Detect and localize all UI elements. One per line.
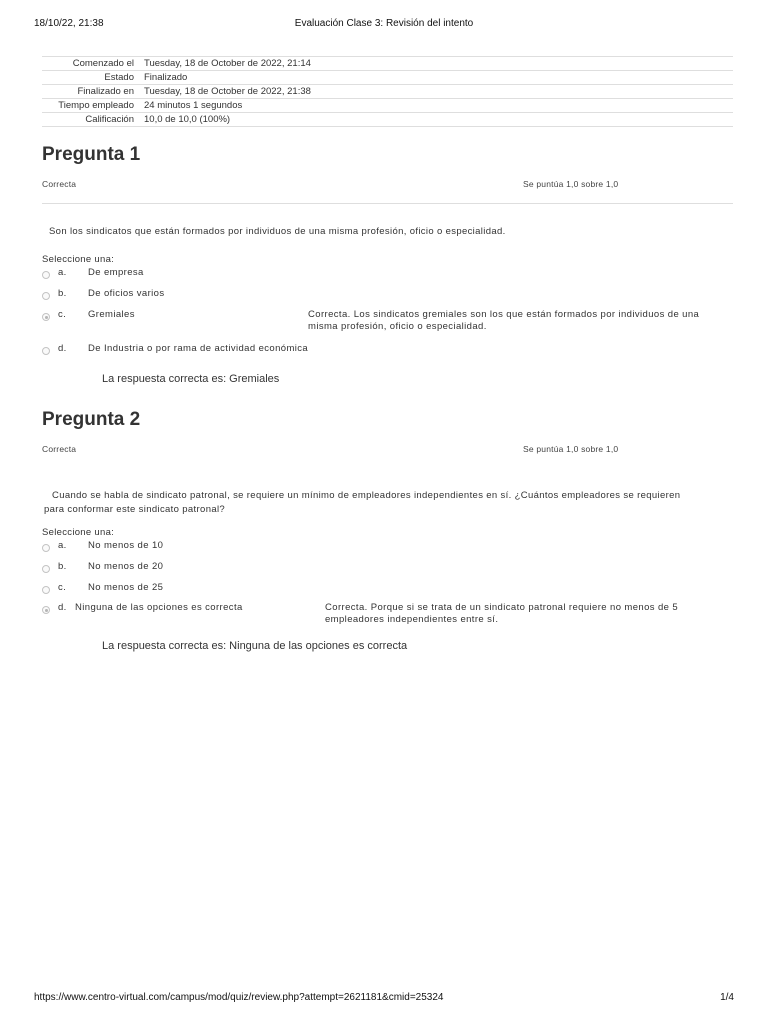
option-feedback: Correcta. Porque si se trata de un sindicato patronal requiere no menos de 5 empleadores independientes entre sí. bbox=[325, 602, 679, 625]
option-label: Ninguna de las opciones es correcta bbox=[75, 602, 243, 613]
option-letter: d. bbox=[58, 343, 67, 354]
answer-option[interactable] bbox=[42, 343, 733, 373]
answer-prompt: Seleccione una: bbox=[42, 254, 115, 265]
answer-option[interactable] bbox=[42, 561, 733, 582]
summary-value: Tuesday, 18 de October de 2022, 21:14 bbox=[144, 57, 733, 71]
question-title: Pregunta 1 bbox=[42, 144, 141, 165]
radio-button[interactable] bbox=[42, 544, 50, 552]
summary-value: 24 minutos 1 segundos bbox=[144, 99, 733, 113]
question-grade: Se puntúa 1,0 sobre 1,0 bbox=[523, 179, 619, 189]
summary-row bbox=[42, 57, 733, 71]
option-label: De empresa bbox=[88, 267, 144, 278]
question-text: Son los sindicatos que están formados por individuos de una misma profesión, oficio o especialidad. bbox=[49, 226, 506, 237]
summary-row bbox=[42, 113, 733, 127]
option-letter: c. bbox=[58, 309, 67, 320]
question-info bbox=[42, 179, 733, 193]
radio-button[interactable] bbox=[42, 565, 50, 573]
option-feedback: Correcta. Los sindicatos gremiales son los que están formados por individuos de una misma profesión, oficio o especialidad. bbox=[308, 309, 700, 332]
page-number: 1/4 bbox=[720, 992, 734, 1003]
option-label: No menos de 10 bbox=[88, 540, 164, 551]
summary-row bbox=[42, 99, 733, 113]
answer-option-selected[interactable] bbox=[42, 602, 733, 640]
correct-answer: La respuesta correcta es: Ninguna de las opciones es correcta bbox=[102, 640, 408, 652]
answer-option[interactable] bbox=[42, 288, 733, 309]
option-letter: c. bbox=[58, 582, 67, 593]
summary-key: Calificación bbox=[42, 113, 144, 127]
radio-button[interactable] bbox=[42, 347, 50, 355]
question-state: Correcta bbox=[42, 444, 77, 454]
radio-button[interactable] bbox=[42, 271, 50, 279]
answer-options bbox=[42, 267, 733, 373]
question-grade: Se puntúa 1,0 sobre 1,0 bbox=[523, 444, 619, 454]
answer-option[interactable] bbox=[42, 582, 733, 602]
attempt-summary-table bbox=[42, 56, 733, 127]
answer-option[interactable] bbox=[42, 540, 733, 561]
option-letter: d. bbox=[58, 602, 67, 613]
summary-value: 10,0 de 10,0 (100%) bbox=[144, 113, 733, 127]
option-letter: a. bbox=[58, 540, 67, 551]
question-info bbox=[42, 444, 733, 458]
summary-value: Finalizado bbox=[144, 71, 733, 85]
answer-option[interactable] bbox=[42, 267, 733, 288]
question-1 bbox=[42, 144, 733, 385]
divider bbox=[42, 203, 733, 204]
answer-prompt: Seleccione una: bbox=[42, 527, 115, 538]
option-letter: b. bbox=[58, 288, 67, 299]
print-header bbox=[34, 18, 734, 32]
question-state: Correcta bbox=[42, 179, 77, 189]
option-label: De oficios varios bbox=[88, 288, 165, 299]
summary-key: Comenzado el bbox=[42, 57, 144, 71]
answer-options bbox=[42, 540, 733, 640]
question-text: Cuando se habla de sindicato patronal, se requiere un mínimo de empleadores independientes en sí. ¿Cuántos empleadores se requieren para conformar este sindicato patronal? bbox=[44, 490, 681, 515]
summary-key: Estado bbox=[42, 71, 144, 85]
summary-row bbox=[42, 85, 733, 99]
option-label: No menos de 20 bbox=[88, 561, 164, 572]
radio-button-selected[interactable] bbox=[42, 313, 50, 321]
question-title: Pregunta 2 bbox=[42, 409, 141, 430]
option-letter: b. bbox=[58, 561, 67, 572]
option-label: De Industria o por rama de actividad económica bbox=[88, 343, 309, 354]
summary-row bbox=[42, 71, 733, 85]
option-letter: a. bbox=[58, 267, 67, 278]
summary-key: Finalizado en bbox=[42, 85, 144, 99]
answer-option-selected[interactable] bbox=[42, 309, 733, 343]
summary-key: Tiempo empleado bbox=[42, 99, 144, 113]
print-url: https://www.centro-virtual.com/campus/mod/quiz/review.php?attempt=2621181&cmid=25324 bbox=[34, 992, 444, 1003]
question-2 bbox=[42, 409, 733, 652]
radio-button[interactable] bbox=[42, 586, 50, 594]
radio-button[interactable] bbox=[42, 292, 50, 300]
option-label: No menos de 25 bbox=[88, 582, 164, 593]
correct-answer: La respuesta correcta es: Gremiales bbox=[102, 373, 280, 385]
print-footer bbox=[34, 992, 734, 1006]
summary-value: Tuesday, 18 de October de 2022, 21:38 bbox=[144, 85, 733, 99]
option-label: Gremiales bbox=[88, 309, 135, 320]
radio-button-selected[interactable] bbox=[42, 606, 50, 614]
print-title: Evaluación Clase 3: Revisión del intento bbox=[294, 18, 474, 29]
print-date: 18/10/22, 21:38 bbox=[34, 18, 104, 29]
